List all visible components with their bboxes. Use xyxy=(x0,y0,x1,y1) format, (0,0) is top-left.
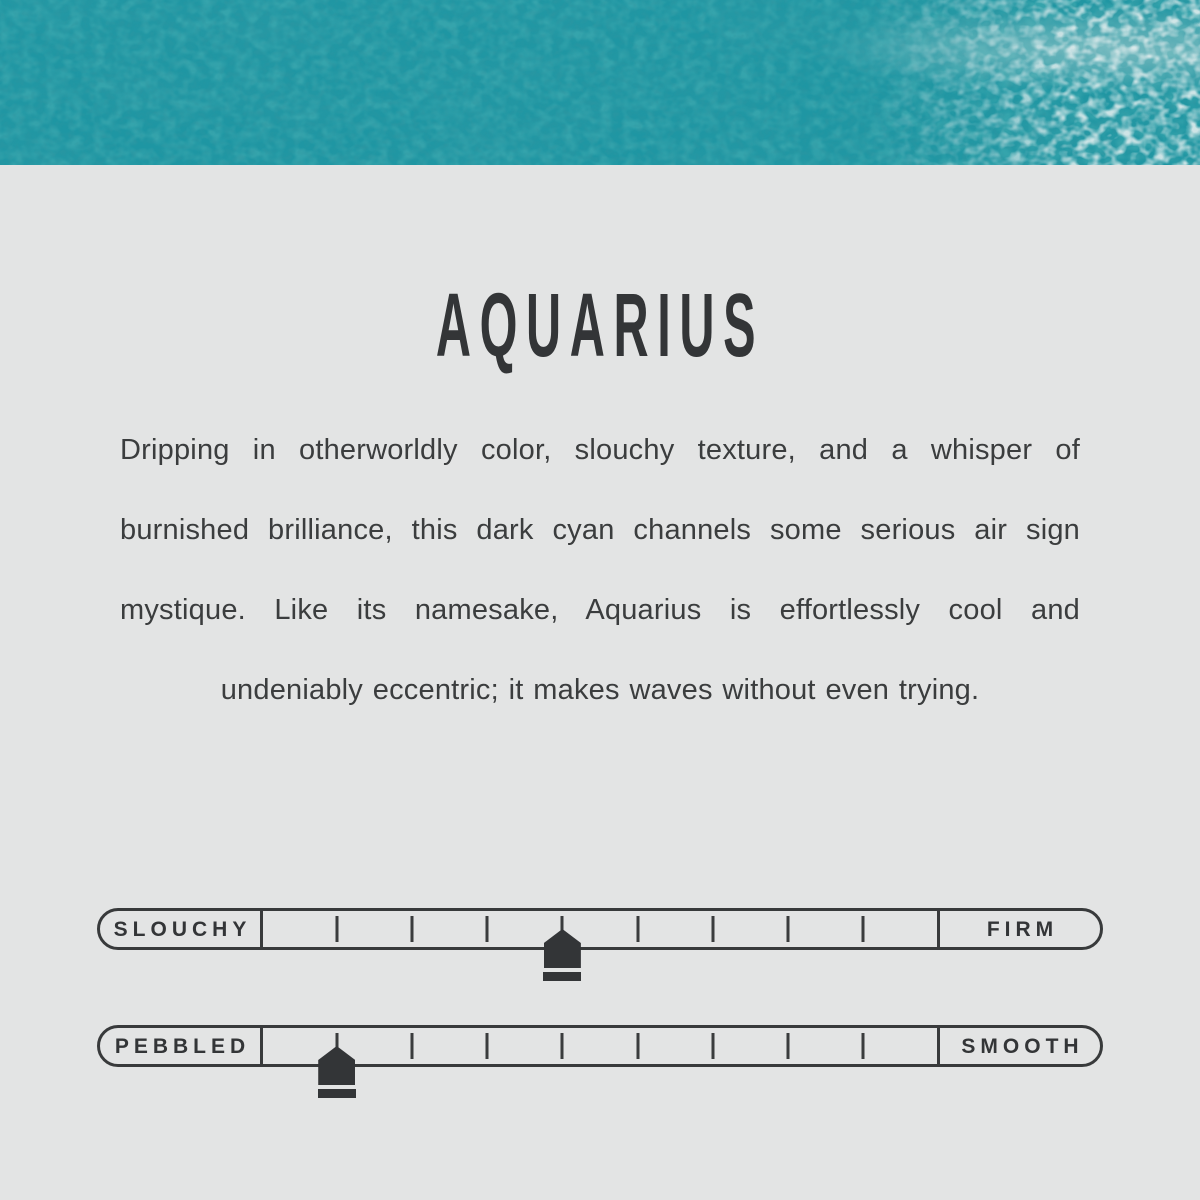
scale-tick xyxy=(636,916,639,942)
description-line: undeniably eccentric; it makes waves without even trying. xyxy=(220,674,980,706)
scale-tick xyxy=(711,1033,714,1059)
page-title: AQUARIUS xyxy=(435,276,765,376)
scale-tick xyxy=(561,1033,564,1059)
scale-slouchy-firm xyxy=(97,908,1103,950)
scale-tick xyxy=(787,1033,790,1059)
scale-marker xyxy=(318,1046,356,1098)
scale-tick xyxy=(862,1033,865,1059)
page-title-row xyxy=(0,276,1200,376)
scale-marker-head xyxy=(544,929,581,968)
scale-pebbled-smooth xyxy=(97,1025,1103,1067)
scale-marker-base xyxy=(543,972,581,981)
scale-right-label: SMOOTH xyxy=(961,1035,1084,1058)
scale-left-label: PEBBLED xyxy=(114,1035,251,1058)
scale-tick xyxy=(410,916,413,942)
scale-tick xyxy=(486,1033,489,1059)
leather-swatch-image xyxy=(0,0,1200,165)
scale-marker-head xyxy=(318,1046,355,1085)
scale-right-label: FIRM xyxy=(986,918,1059,941)
scale-tick xyxy=(410,1033,413,1059)
description-line: Dripping in otherworldly color, slouchy texture, and a whisper of xyxy=(120,434,1080,466)
scale-left-label: SLOUCHY xyxy=(113,918,252,941)
description-line: burnished brilliance, this dark cyan channels some serious air sign xyxy=(120,514,1080,546)
scale-tick xyxy=(486,916,489,942)
scale-tick xyxy=(711,916,714,942)
scale-track xyxy=(262,911,939,947)
description-line: mystique. Like its namesake, Aquarius is effortlessly cool and xyxy=(120,594,1080,626)
scale-track xyxy=(262,1028,939,1064)
scale-marker xyxy=(543,929,581,981)
description-text xyxy=(120,410,1080,730)
scale-tick xyxy=(862,916,865,942)
scale-tick xyxy=(636,1033,639,1059)
scale-tick xyxy=(787,916,790,942)
leather-texture-graphic xyxy=(0,0,1200,165)
scale-marker-base xyxy=(318,1089,356,1098)
scale-tick xyxy=(335,916,338,942)
